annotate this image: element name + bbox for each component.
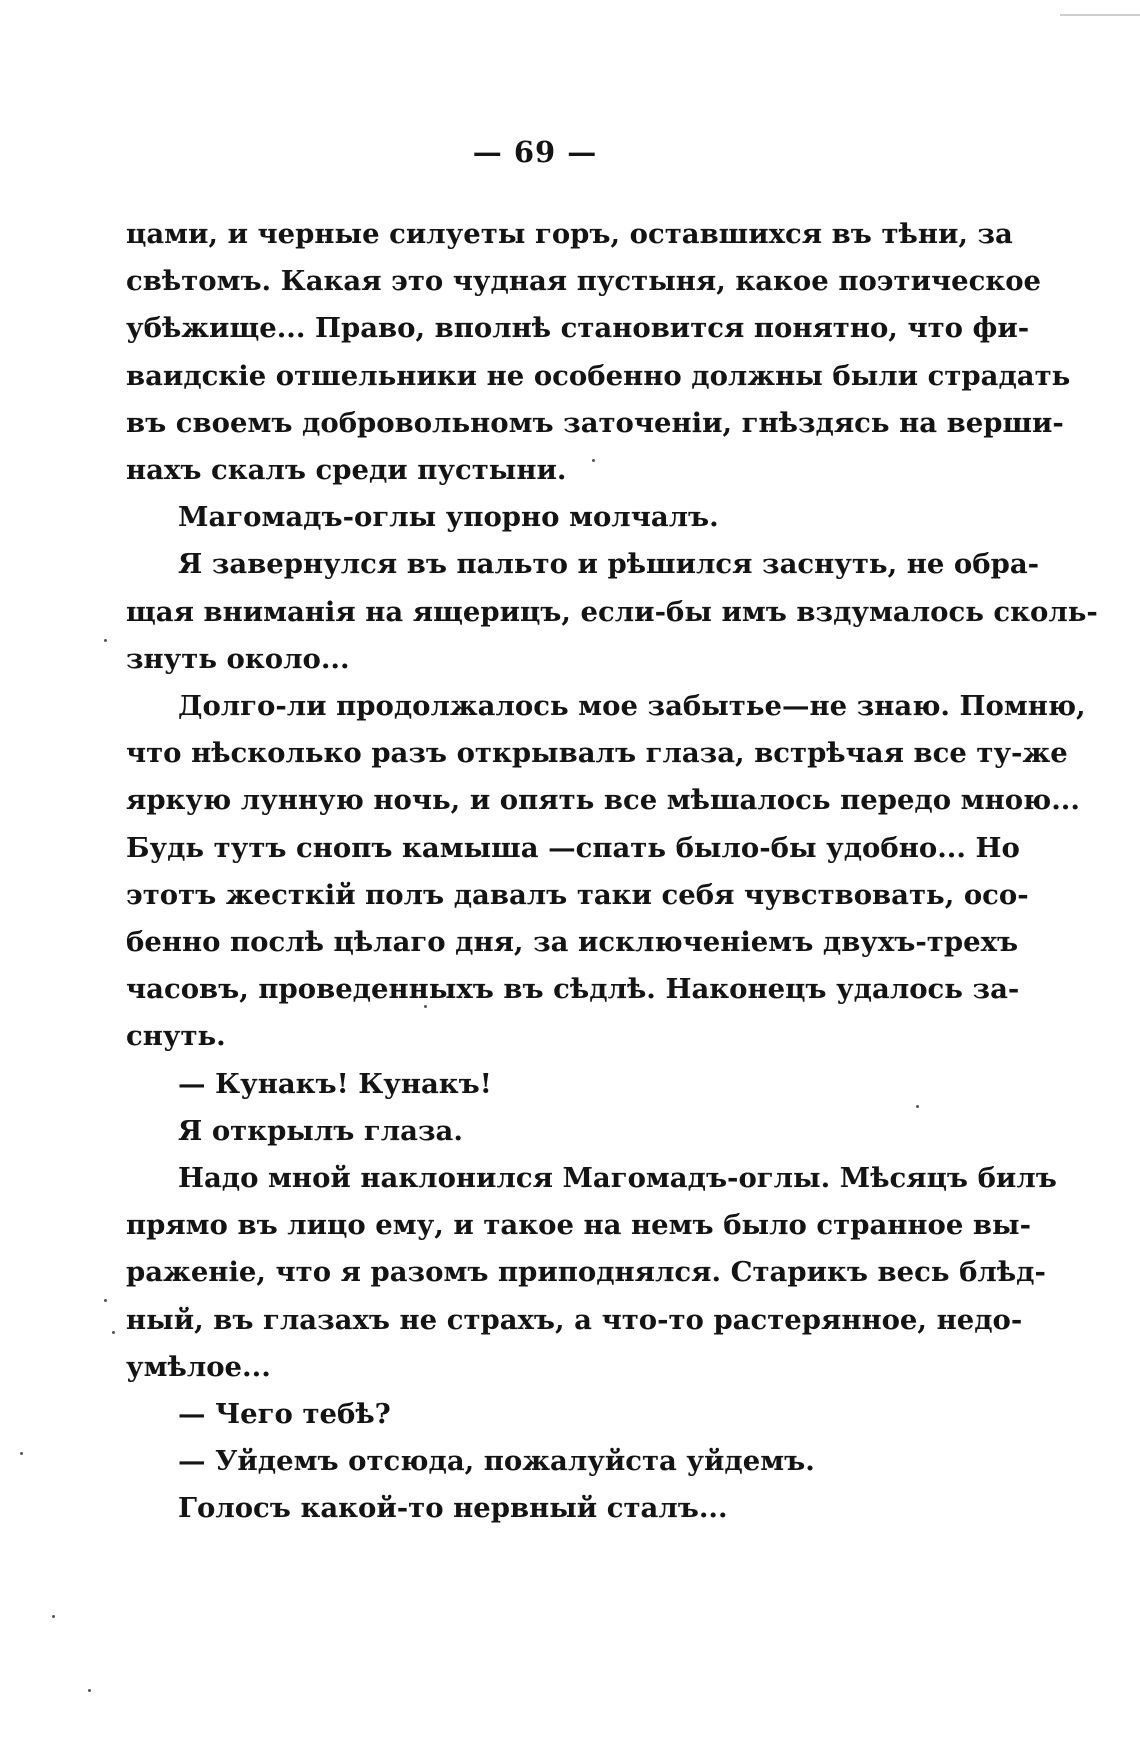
text-line: снуть. [126,1020,226,1053]
scan-speck [52,1615,55,1618]
text-line: Голосъ какой-то нервный сталъ... [178,1492,728,1525]
text-line: прямо въ лицо ему, и такое на немъ было странное вы- [126,1209,1032,1242]
text-line: Магомадъ-оглы упорно молчалъ. [178,501,719,534]
text-line: цами, и черные силуеты горъ, оставшихся въ тѣни, за [126,218,1013,250]
page-number: — 69 — [472,135,598,169]
text-line: этотъ жесткiй полъ давалъ таки себя чувствовать, осо- [126,878,1029,911]
text-line: нахъ скалъ среди пустыни. [126,454,567,487]
text-line: что нѣсколько разъ открывалъ глаза, встрѣчая все ту-же [126,737,1068,770]
scan-speck [592,459,595,462]
text-line: — Чего тебѣ? [178,1398,391,1431]
scan-speck [104,639,107,642]
body-text [126,211,1098,1533]
page-edge-line [1060,0,1140,16]
scan-speck [916,1105,919,1108]
text-line: убѣжище... Право, вполнѣ становится понятно, что фи- [126,312,1030,345]
text-line: часовъ, проведенныхъ въ сѣдлѣ. Наконецъ удалось за- [126,973,1020,1006]
text-line: щая вниманiя на ящерицъ, если-бы имъ вздумалось сколь- [126,595,1098,628]
text-line: свѣтомъ. Какая это чудная пустыня, какое поэтическое [126,265,1042,298]
text-line: яркую лунную ночь, и опять все мѣшалось передо мною... [126,784,1080,817]
text-line: ваидскiе отшельники не особенно должны были страдать [126,359,1071,392]
text-line: Долго-ли продолжалось мое забытье—не знаю. Помню, [178,690,1086,723]
text-line: ный, въ глазахъ не страхъ, а что-то растерянное, недо- [126,1303,1023,1336]
text-line: Я завернулся въ пальто и рѣшился заснуть, не обра- [178,548,1040,581]
scan-speck [424,1005,427,1008]
text-line: раженiе, что я разомъ приподнялся. Старикъ весь блѣд- [126,1256,1046,1289]
scan-speck [20,1452,23,1455]
text-line: въ своемъ добровольномъ заточенiи, гнѣздясь на верши- [126,406,1064,439]
scan-speck [112,1331,115,1334]
text-line: Будь тутъ снопъ камыша —спать было-бы удобно... Но [126,831,1020,864]
text-line: умѣлое... [126,1350,271,1383]
text-line: знуть около... [126,642,350,675]
text-line: бенно послѣ цѣлаго дня, за исключенiемъ двухъ-трехъ [126,926,1019,959]
scan-speck [88,1689,91,1692]
text-line: — Уйдемъ отсюда, пожалуйста уйдемъ. [178,1445,815,1478]
text-line: Я открылъ глаза. [178,1114,463,1147]
scan-speck [104,1299,107,1302]
text-line: Надо мной наклонился Магомадъ-оглы. Мѣсяцъ билъ [178,1162,1057,1195]
text-line: — Кунакъ! Кунакъ! [178,1067,492,1100]
